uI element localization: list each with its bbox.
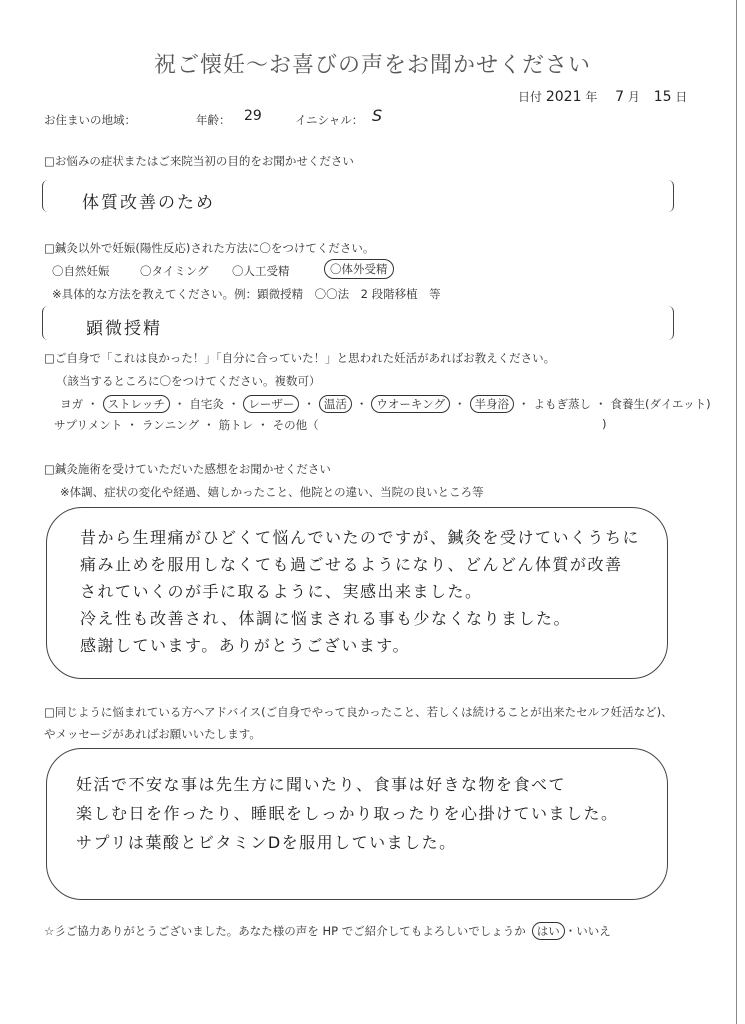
q3-item-running: ランニング — [141, 418, 200, 432]
q5-answer — [76, 770, 619, 857]
date-year: 2021 — [545, 89, 582, 105]
q2-note: ※具体的な方法を教えてください。例：顕微授精 〇〇法 2 段階移植 等 — [52, 287, 441, 301]
date-month: 7 — [615, 89, 625, 105]
q3-item-half-bath: 半身浴 — [470, 395, 515, 413]
q5-question-line2: やメッセージがあればお願いいたします。 — [44, 727, 261, 741]
q1-answer: 体質改善のため — [82, 193, 215, 213]
q3-item-laser: レーザー — [243, 395, 299, 413]
q4-line-5: 感謝しています。ありがとうございます。 — [80, 636, 410, 655]
q2-question: □鍼灸以外で妊娠(陽性反応)された方法に〇をつけてください。 — [44, 241, 375, 255]
q3-item-diet: 食養生(ダイエット) — [610, 397, 711, 411]
q3-item-warming: 温活 — [319, 395, 352, 413]
footer-dot: ・ — [564, 924, 577, 938]
scan-edge-right — [736, 0, 737, 1024]
initial-value: S — [372, 106, 383, 125]
q2-option-1: 〇自然妊娠 — [52, 264, 110, 278]
date-month-label: 月 — [627, 90, 640, 104]
q5-question-line1: □同じように悩まれている方へアドバイス(ご自身でやって良かったこと、若しくは続けることが出来たセルフ妊活など)、 — [44, 705, 673, 719]
q4-note: ※体調、症状の変化や経過、嬉しかったこと、他院との違い、当院の良いところ等 — [60, 485, 484, 499]
q4-question: □鍼灸施術を受けていただいた感想をお聞かせください — [44, 462, 331, 476]
q4-line-4: 冷え性も改善され、体調に悩まされる事も少なくなりました。 — [80, 609, 571, 628]
q3-close-paren: ) — [602, 417, 607, 431]
q3-item-yoga: ヨガ — [60, 397, 83, 411]
q3-item-other: その他（ — [272, 418, 319, 432]
q4-line-1: 昔から生理痛がひどくて悩んでいたのですが、鍼灸を受けていくうちに — [80, 528, 641, 547]
q3-item-mugwort-steam: よもぎ蒸し — [533, 397, 592, 411]
footer-no: いいえ — [576, 924, 611, 938]
date-label: 日付 — [518, 90, 543, 104]
footer-yes-selected: はい — [532, 922, 565, 940]
q5-line-2: 楽しむ日を作ったり、睡眠をしっかり取ったりを心掛けていました。 — [76, 804, 619, 823]
date-year-label: 年 — [585, 90, 598, 104]
q3-item-training: 筋トレ — [218, 418, 254, 432]
date-day-label: 日 — [675, 90, 688, 104]
q5-line-1: 妊活で不安な事は先生方に聞いたり、食事は好きな物を食べて — [76, 775, 567, 794]
date-row — [518, 88, 687, 105]
footer — [44, 922, 611, 940]
q3-items-row1: ヨガ ・ ストレッチ ・ 自宅灸 ・ レーザー ・ 温活 ・ ウオーキング ・ 半身浴 ・ よもぎ蒸し ・ 食養生(ダイエット) — [60, 397, 711, 411]
q2-option-3: 〇人工受精 — [232, 264, 290, 278]
age-label: 年齢： — [196, 113, 231, 127]
q5-line-3: サプリは葉酸とビタミンDを服用していました。 — [76, 833, 457, 852]
q3-item-home-moxa: 自宅灸 — [189, 397, 224, 411]
q4-line-3: されていくのが手に取るように、実感出来ました。 — [80, 582, 483, 601]
q3-items-row2: サプリメント ・ ランニング ・ 筋トレ ・ その他（ — [54, 418, 319, 432]
initial-label: イニシャル： — [295, 113, 364, 127]
page-title: 祝ご懐妊～お喜びの声をお聞かせください — [153, 53, 591, 78]
q4-answer — [80, 524, 640, 659]
area-label: お住まいの地域： — [44, 113, 136, 127]
age-value: 29 — [244, 108, 262, 124]
q2-answer: 顕微授精 — [86, 319, 162, 339]
q2-option-2: 〇タイミング — [140, 264, 209, 278]
footer-text: ☆彡ご協力ありがとうございました。あなた様の声を HP でご紹介してもよろしいでしょうか — [44, 924, 526, 938]
q3-note: （該当するところに〇をつけてください。複数可） — [56, 374, 321, 388]
q3-question: □ご自身で「これは良かった！」「自分に合っていた！」と思われた妊活があればお教えください。 — [44, 351, 556, 365]
q3-item-stretch: ストレッチ — [103, 395, 170, 413]
q4-line-2: 痛み止めを服用しなくても過ごせるようになり、どんどん体質が改善 — [80, 555, 623, 574]
q3-item-supplement: サプリメント — [54, 418, 123, 432]
date-day: 15 — [653, 89, 672, 105]
q1-question: □お悩みの症状またはご来院当初の目的をお聞かせください — [44, 154, 354, 168]
q2-option-4-selected: 〇体外受精 — [324, 259, 394, 279]
q3-item-walking: ウオーキング — [371, 395, 450, 413]
